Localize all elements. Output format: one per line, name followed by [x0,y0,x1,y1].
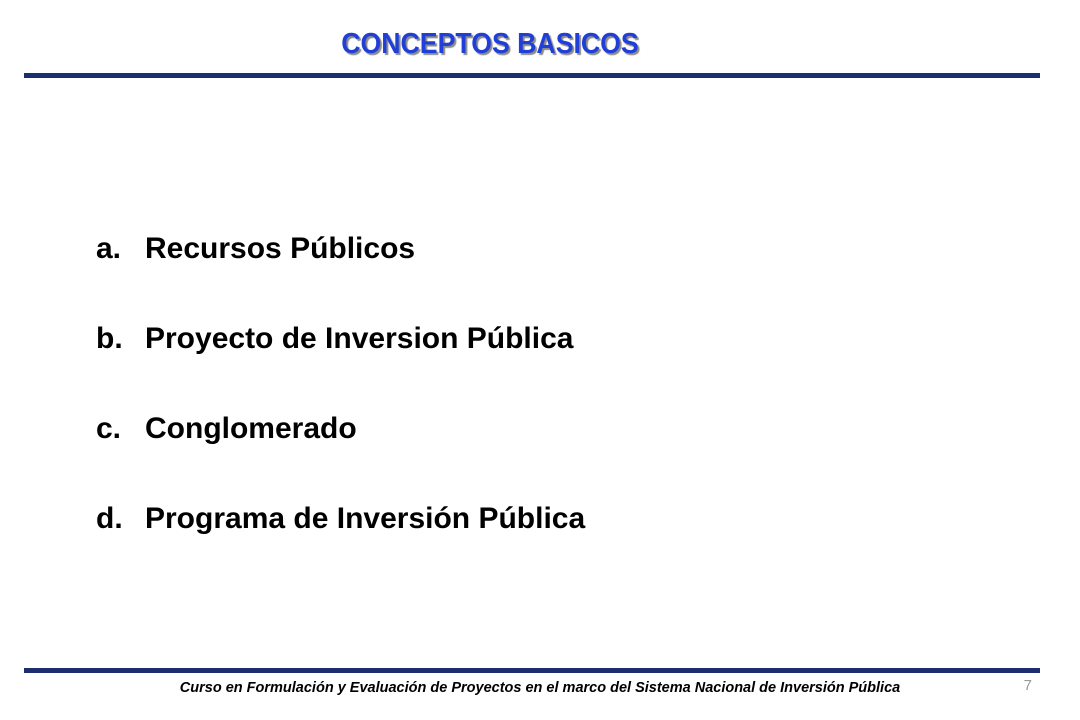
bottom-divider [24,668,1040,673]
list-item-text: Conglomerado [145,412,357,445]
list-marker: a. [96,232,122,265]
list-item [96,322,585,412]
list-item [96,412,585,502]
page-number: 7 [1023,677,1032,694]
concept-list [96,232,585,592]
list-item-text: Recursos Públicos [145,232,416,265]
footer-text: Curso en Formulación y Evaluación de Proyectos en el marco del Sistema Nacional de Inversión Pública [179,680,901,696]
list-item [96,232,585,322]
list-marker: d. [96,502,123,535]
list-item [96,502,585,592]
list-marker: b. [96,322,123,355]
list-marker: c. [96,412,122,445]
list-item-text: Proyecto de Inversion Pública [145,322,574,355]
slide-title: CONCEPTOS BASICOS [341,28,639,60]
list-item-text: Programa de Inversión Pública [145,502,586,535]
top-divider [24,73,1040,78]
